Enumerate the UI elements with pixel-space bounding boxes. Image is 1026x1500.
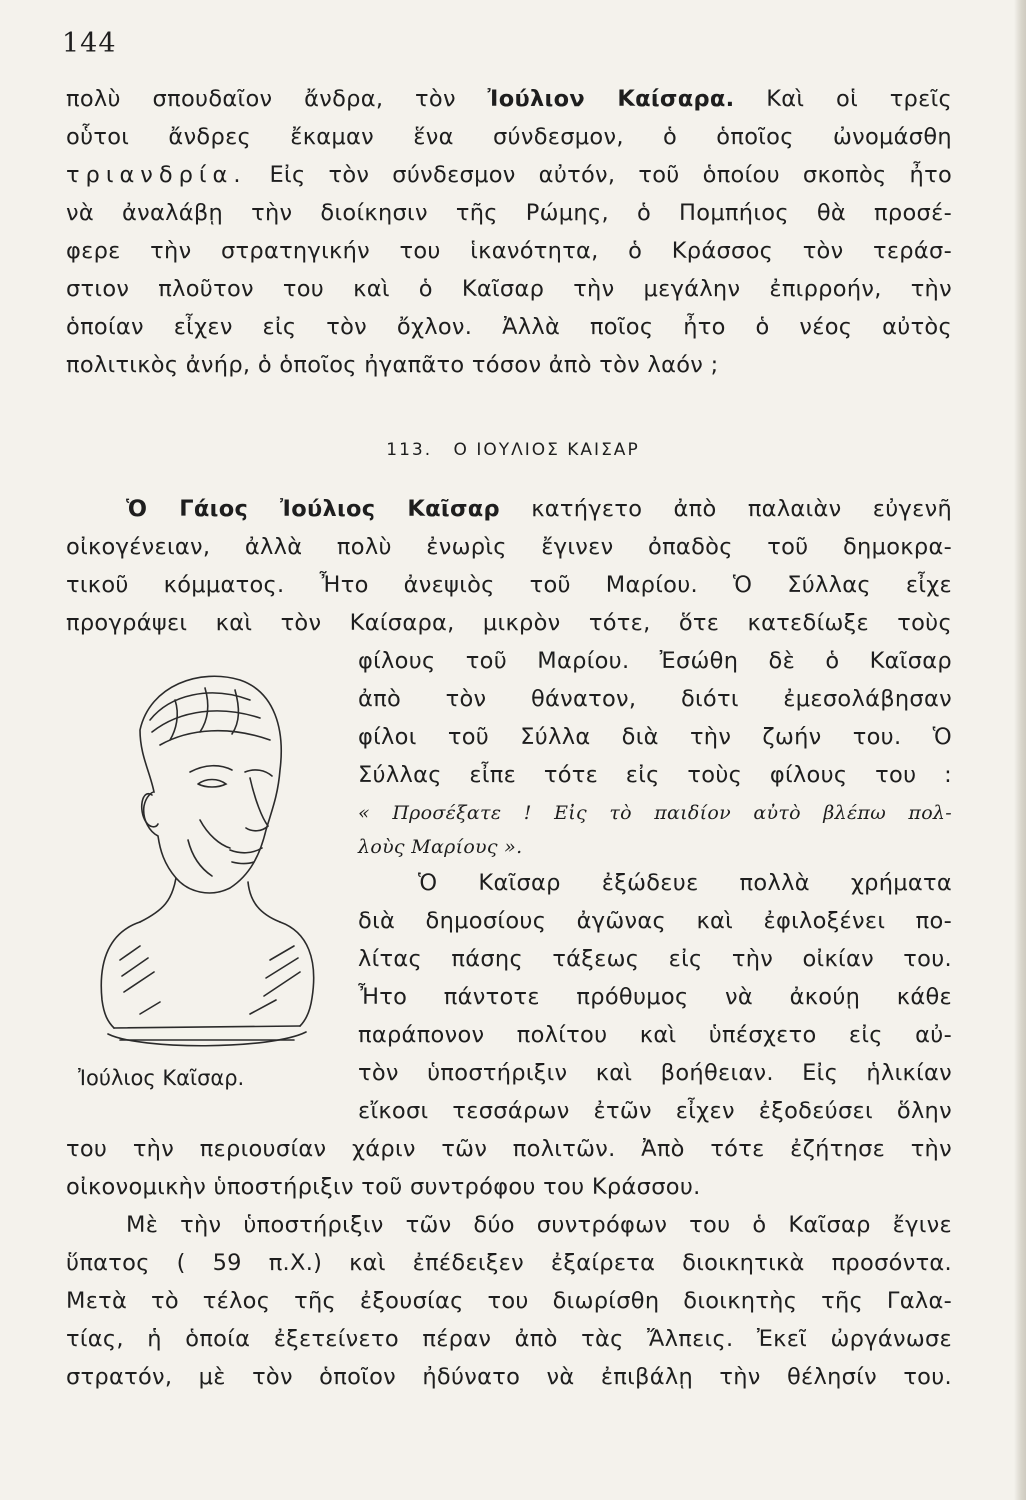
caesar-bust-illustration: [80, 660, 330, 1060]
text-line: διὰ δημοσίους ἀγῶνας καὶ ἐφιλοξένει πο-: [358, 908, 952, 934]
section-title: Ο ΙΟΥΛΙΟΣ ΚΑΙΣΑΡ: [453, 440, 640, 460]
section-number: 113.: [386, 440, 433, 460]
text-line: φίλους τοῦ Μαρίου. Ἐσώθη δὲ ὁ Καῖσαρ: [358, 648, 952, 674]
text-line: οἰκογένειαν, ἀλλὰ πολὺ ἐνωρὶς ἔγινεν ὀπαδὸς τοῦ δημοκρα-: [66, 534, 952, 560]
text-run: Εἰς τὸν σύνδεσμον αὐτόν, τοῦ ὁποίου σκοπὸς ἦτο: [269, 162, 953, 188]
text-line: [66, 160, 952, 190]
text-line: Μετὰ τὸ τέλος τῆς ἐξουσίας του διωρίσθη διοικητὴς τῆς Γαλα-: [66, 1288, 952, 1314]
text-line: στρατόν, μὲ τὸν ὁποῖον ἠδύνατο νὰ ἐπιβάλῃ τὴν θέλησίν του.: [66, 1364, 952, 1390]
bold-name: Ἰούλιον Καίσαρα.: [487, 86, 735, 112]
text-line: Σύλλας εἶπε τότε εἰς τοὺς φίλους του :: [358, 762, 952, 788]
text-line: τὸν ὑποστήριξιν καὶ βοήθειαν. Εἰς ἡλικίαν: [358, 1060, 952, 1086]
text-line: του τὴν περιουσίαν χάριν τῶν πολιτῶν. Ἀπὸ τότε ἐζήτησε τὴν: [66, 1136, 952, 1162]
quote-line: λοὺς Μαρίους ».: [358, 836, 523, 858]
text-line: φερε τὴν στρατηγικήν του ἱκανότητα, ὁ Κράσσος τὸν τεράσ-: [66, 238, 952, 264]
text-line: λίτας πάσης τάξεως εἰς τὴν οἰκίαν του.: [358, 946, 952, 972]
text-line: [66, 84, 952, 114]
text-line: οὗτοι ἄνδρες ἔκαμαν ἕνα σύνδεσμον, ὁ ὁποῖος ὠνομάσθη: [66, 124, 952, 150]
text-line: ὕπατος ( 59 π.Χ.) καὶ ἐπέδειξεν ἐξαίρετα διοικητικὰ προσόντα.: [66, 1250, 952, 1276]
text-line: τίας, ἡ ὁποία ἐξετείνετο πέραν ἀπὸ τὰς Ἄλπεις. Ἐκεῖ ὠργάνωσε: [66, 1326, 952, 1352]
text-run: πολὺ σπουδαῖον ἄνδρα, τὸν: [66, 86, 456, 112]
text-line: νὰ ἀναλάβῃ τὴν διοίκησιν τῆς Ρώμης, ὁ Πομπήιος θὰ προσέ-: [66, 200, 952, 226]
text-line: τικοῦ κόμματος. Ἦτο ἀνεψιὸς τοῦ Μαρίου. Ὁ Σύλλας εἶχε: [66, 572, 952, 598]
bold-name: Ὁ Γάιος Ἰούλιος Καῖσαρ: [126, 496, 500, 522]
text-line: προγράψει καὶ τὸν Καίσαρα, μικρὸν τότε, ὅτε κατεδίωξε τοὺς: [66, 610, 952, 636]
text-run: Καὶ οἱ τρεῖς: [766, 86, 953, 112]
text-line: πολιτικὸς ἀνήρ, ὁ ὁποῖος ἠγαπᾶτο τόσον ἀπὸ τὸν λαόν ;: [66, 352, 719, 378]
text-line: οἰκονομικὴν ὑποστήριξιν τοῦ συντρόφου του Κράσσου.: [66, 1174, 701, 1200]
section-heading: [0, 440, 1026, 460]
figure-caption: Ἰούλιος Καῖσαρ.: [78, 1066, 245, 1090]
quote-line: « Προσέξατε ! Εἰς τὸ παιδίον αὐτὸ βλέπω πολ-: [358, 802, 952, 824]
text-line: Ὁ Καῖσαρ ἐξώδευε πολλὰ χρήματα: [418, 870, 952, 896]
text-line: Ἦτο πάντοτε πρόθυμος νὰ ἀκούῃ κάθε: [358, 984, 952, 1010]
text-line: Μὲ τὴν ὑποστήριξιν τῶν δύο συντρόφων του ὁ Καῖσαρ ἔγινε: [126, 1212, 952, 1238]
page-number: 144: [62, 28, 117, 59]
text-line: ὁποίαν εἶχεν εἰς τὸν ὄχλον. Ἀλλὰ ποῖος ἦτο ὁ νέος αὐτὸς: [66, 314, 952, 340]
spaced-term: τριανδρία.: [66, 162, 247, 188]
page-spine-shadow: [1014, 0, 1026, 1500]
text-line: [66, 494, 952, 524]
text-line: ἀπὸ τὸν θάνατον, διότι ἐμεσολάβησαν: [358, 686, 952, 712]
text-line: εἴκοσι τεσσάρων ἐτῶν εἶχεν ἐξοδεύσει ὅλην: [358, 1098, 952, 1124]
text-run: κατήγετο ἀπὸ παλαιὰν εὐγενῆ: [531, 496, 953, 522]
text-line: φίλοι τοῦ Σύλλα διὰ τὴν ζωήν του. Ὁ: [358, 724, 952, 750]
text-line: στιον πλοῦτον του καὶ ὁ Καῖσαρ τὴν μεγάλην ἐπιρροήν, τὴν: [66, 276, 952, 302]
text-line: παράπονον πολίτου καὶ ὑπέσχετο εἰς αὐ-: [358, 1022, 952, 1048]
